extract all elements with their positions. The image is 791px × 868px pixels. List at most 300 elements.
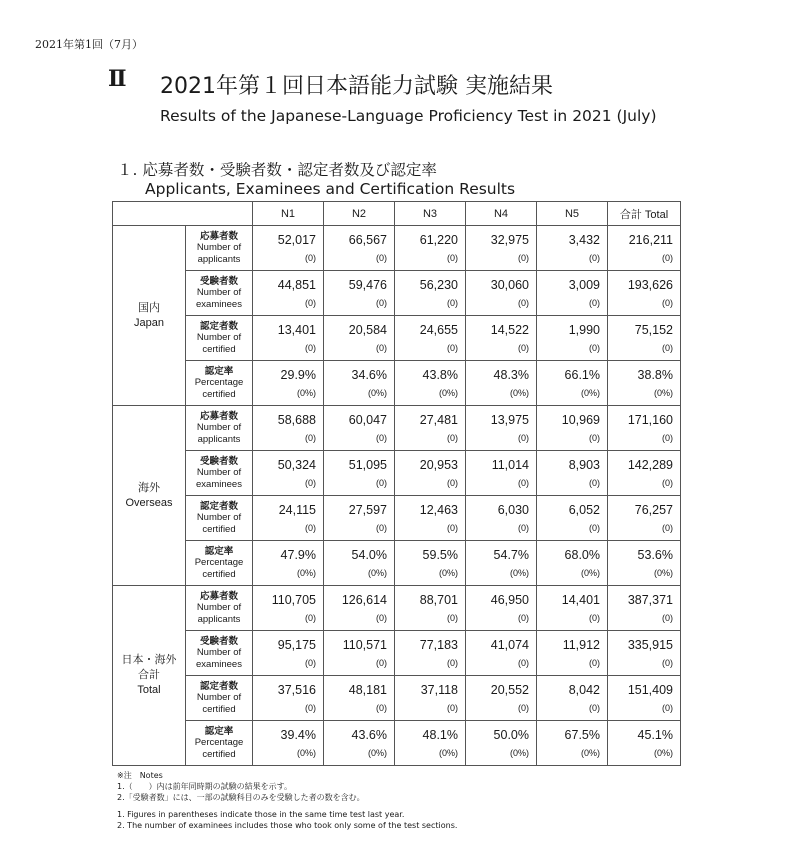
cell-prev-year: (0)	[447, 613, 458, 623]
row-label-en: Percentage	[194, 377, 244, 389]
page-header-label: 2021年第1回（7月）	[35, 38, 143, 51]
cell-value: 335,915	[627, 638, 673, 652]
cell-prev-year: (0)	[447, 298, 458, 308]
cell-value: 43.6%	[351, 728, 387, 742]
data-cell	[537, 226, 608, 271]
cell-prev-year: (0%)	[653, 388, 673, 398]
data-cell	[608, 631, 681, 676]
cell-value: 54.0%	[351, 548, 387, 562]
cell-value: 13,401	[277, 323, 316, 337]
data-cell	[324, 721, 395, 766]
cell-value: 45.1%	[637, 728, 673, 742]
cell-prev-year: (0)	[376, 478, 387, 488]
data-cell	[608, 451, 681, 496]
cell-prev-year: (0)	[518, 298, 529, 308]
results-table	[112, 201, 681, 766]
row-label	[186, 541, 253, 586]
data-cell	[537, 271, 608, 316]
note-en-1: 1. Figures in parentheses indicate those in the same time test last year.	[117, 810, 405, 819]
data-cell	[324, 676, 395, 721]
data-cell	[324, 496, 395, 541]
cell-prev-year: (0)	[305, 298, 316, 308]
data-cell	[253, 496, 324, 541]
cell-prev-year: (0)	[662, 523, 673, 533]
row-label-en: Number of	[196, 602, 242, 614]
data-cell	[537, 721, 608, 766]
row-label-en: certified	[202, 703, 236, 715]
row-label-en: applicants	[197, 433, 241, 445]
data-cell	[608, 721, 681, 766]
row-label	[186, 721, 253, 766]
cell-prev-year: (0)	[589, 703, 600, 713]
row-label-en: examinees	[196, 298, 242, 310]
data-cell	[395, 316, 466, 361]
cell-value: 10,969	[561, 413, 600, 427]
data-cell	[537, 541, 608, 586]
table-row	[113, 541, 681, 586]
row-label-en: Number of	[196, 332, 242, 344]
row-label-jp: 受験者数	[199, 635, 238, 647]
cell-value: 51,095	[348, 458, 387, 472]
cell-value: 50.0%	[493, 728, 529, 742]
cell-value: 13,975	[490, 413, 529, 427]
cell-value: 6,052	[568, 503, 600, 517]
cell-value: 14,401	[561, 593, 600, 607]
table-row	[113, 586, 681, 631]
row-label-en: certified	[202, 343, 236, 355]
cell-value: 110,705	[271, 593, 316, 607]
data-cell	[537, 316, 608, 361]
row-label-jp: 認定率	[204, 545, 234, 557]
data-cell	[608, 496, 681, 541]
cell-prev-year: (0)	[305, 343, 316, 353]
cell-prev-year: (0)	[589, 253, 600, 263]
row-label-en: Number of	[196, 692, 242, 704]
data-cell	[253, 721, 324, 766]
data-cell	[608, 406, 681, 451]
cell-prev-year: (0)	[447, 658, 458, 668]
row-label-en: Number of	[196, 287, 242, 299]
row-label	[186, 226, 253, 271]
col-header: N1	[253, 202, 324, 226]
cell-prev-year: (0)	[518, 523, 529, 533]
row-label-jp: 認定率	[204, 365, 234, 377]
cell-prev-year: (0)	[589, 478, 600, 488]
cell-prev-year: (0%)	[296, 748, 316, 758]
data-cell	[608, 676, 681, 721]
row-label-jp: 認定率	[204, 725, 234, 737]
cell-value: 47.9%	[280, 548, 316, 562]
cell-value: 48,181	[348, 683, 387, 697]
data-cell	[466, 226, 537, 271]
cell-value: 52,017	[277, 233, 316, 247]
cell-value: 46,950	[490, 593, 529, 607]
row-label-en: certified	[202, 748, 236, 760]
cell-prev-year: (0)	[376, 703, 387, 713]
region-label-line: 海外	[138, 481, 160, 494]
cell-prev-year: (0%)	[653, 568, 673, 578]
data-cell	[324, 226, 395, 271]
col-header: N5	[537, 202, 608, 226]
col-header: 合計 Total	[608, 202, 681, 226]
cell-value: 216,211	[628, 233, 673, 247]
cell-value: 32,975	[490, 233, 529, 247]
cell-prev-year: (0%)	[580, 388, 600, 398]
cell-value: 54.7%	[493, 548, 529, 562]
cell-value: 56,230	[419, 278, 458, 292]
data-cell	[395, 496, 466, 541]
region-label-line: Total	[137, 684, 161, 696]
data-cell	[466, 451, 537, 496]
data-cell	[324, 316, 395, 361]
data-cell	[253, 271, 324, 316]
data-cell	[466, 721, 537, 766]
cell-value: 34.6%	[351, 368, 387, 382]
row-label	[186, 361, 253, 406]
data-cell	[537, 451, 608, 496]
note-jp-2: 2.「受験者数」には、一部の試験科目のみを受験した者の数を含む。	[117, 793, 365, 802]
cell-prev-year: (0)	[518, 703, 529, 713]
cell-prev-year: (0%)	[367, 568, 387, 578]
row-label-en: certified	[202, 523, 236, 535]
data-cell	[466, 586, 537, 631]
cell-prev-year: (0)	[305, 658, 316, 668]
cell-prev-year: (0)	[447, 523, 458, 533]
data-cell	[253, 631, 324, 676]
cell-value: 110,571	[342, 638, 387, 652]
cell-prev-year: (0%)	[438, 568, 458, 578]
data-cell	[253, 451, 324, 496]
table-row	[113, 721, 681, 766]
data-cell	[466, 271, 537, 316]
row-label-en: applicants	[197, 253, 241, 265]
cell-prev-year: (0%)	[438, 748, 458, 758]
cell-prev-year: (0)	[662, 613, 673, 623]
cell-prev-year: (0)	[305, 253, 316, 263]
row-label	[186, 271, 253, 316]
cell-value: 171,160	[627, 413, 673, 427]
cell-value: 88,701	[419, 593, 458, 607]
cell-value: 41,074	[490, 638, 529, 652]
table-row	[113, 631, 681, 676]
cell-prev-year: (0)	[662, 433, 673, 443]
cell-value: 77,183	[419, 638, 458, 652]
data-cell	[324, 361, 395, 406]
data-cell	[537, 361, 608, 406]
row-label-jp: 認定者数	[199, 320, 238, 332]
cell-prev-year: (0)	[589, 613, 600, 623]
cell-value: 30,060	[490, 278, 529, 292]
table-row	[113, 226, 681, 271]
row-label-en: Number of	[196, 242, 242, 254]
cell-value: 3,432	[568, 233, 600, 247]
region-label	[113, 226, 186, 406]
data-cell	[466, 316, 537, 361]
data-cell	[395, 271, 466, 316]
cell-prev-year: (0)	[662, 703, 673, 713]
cell-value: 14,522	[490, 323, 529, 337]
data-cell	[466, 676, 537, 721]
cell-prev-year: (0)	[518, 343, 529, 353]
data-cell	[608, 541, 681, 586]
cell-prev-year: (0)	[305, 703, 316, 713]
cell-prev-year: (0)	[305, 613, 316, 623]
row-label-jp: 認定者数	[199, 500, 238, 512]
cell-value: 193,626	[627, 278, 673, 292]
cell-prev-year: (0%)	[438, 388, 458, 398]
cell-value: 38.8%	[637, 368, 673, 382]
cell-prev-year: (0)	[376, 298, 387, 308]
row-label-jp: 受験者数	[199, 275, 238, 287]
cell-prev-year: (0)	[662, 298, 673, 308]
cell-prev-year: (0)	[589, 523, 600, 533]
row-label	[186, 316, 253, 361]
cell-prev-year: (0)	[376, 523, 387, 533]
table-row	[113, 676, 681, 721]
cell-prev-year: (0)	[662, 478, 673, 488]
row-label-en: Number of	[196, 647, 242, 659]
data-cell	[395, 541, 466, 586]
data-cell	[395, 361, 466, 406]
data-cell	[537, 406, 608, 451]
data-cell	[253, 406, 324, 451]
data-cell	[466, 496, 537, 541]
data-cell	[324, 541, 395, 586]
cell-prev-year: (0)	[447, 433, 458, 443]
data-cell	[324, 406, 395, 451]
cell-prev-year: (0)	[305, 433, 316, 443]
cell-prev-year: (0)	[589, 433, 600, 443]
data-cell	[537, 586, 608, 631]
cell-prev-year: (0)	[518, 478, 529, 488]
cell-value: 66.1%	[564, 368, 600, 382]
cell-value: 59.5%	[422, 548, 458, 562]
cell-value: 53.6%	[637, 548, 673, 562]
cell-value: 20,584	[348, 323, 387, 337]
data-cell	[253, 541, 324, 586]
row-label-en: Number of	[196, 467, 242, 479]
cell-value: 29.9%	[280, 368, 316, 382]
cell-value: 48.3%	[493, 368, 529, 382]
cell-prev-year: (0)	[518, 613, 529, 623]
data-cell	[608, 316, 681, 361]
cell-prev-year: (0)	[662, 658, 673, 668]
cell-prev-year: (0)	[447, 478, 458, 488]
row-label	[186, 676, 253, 721]
cell-prev-year: (0%)	[296, 568, 316, 578]
cell-prev-year: (0)	[518, 658, 529, 668]
cell-prev-year: (0%)	[367, 388, 387, 398]
cell-prev-year: (0)	[447, 253, 458, 263]
row-label-jp: 応募者数	[199, 590, 238, 602]
row-label-jp: 応募者数	[199, 410, 238, 422]
cell-prev-year: (0)	[662, 343, 673, 353]
note-jp-1: 1.（ ）内は前年同時期の試験の結果を示す。	[117, 782, 292, 791]
region-label-line: Overseas	[125, 496, 173, 509]
region-label-line: 日本・海外	[121, 654, 177, 666]
row-label-en: Percentage	[194, 737, 244, 749]
cell-value: 20,552	[490, 683, 529, 697]
cell-prev-year: (0)	[376, 613, 387, 623]
data-cell	[324, 631, 395, 676]
cell-prev-year: (0)	[376, 658, 387, 668]
data-cell	[537, 676, 608, 721]
data-cell	[253, 361, 324, 406]
data-cell	[608, 361, 681, 406]
data-cell	[466, 541, 537, 586]
region-label-line: Japan	[134, 316, 164, 329]
data-cell	[395, 226, 466, 271]
cell-value: 39.4%	[280, 728, 316, 742]
data-cell	[608, 586, 681, 631]
cell-value: 11,014	[491, 458, 529, 472]
region-label	[113, 586, 186, 766]
data-cell	[395, 721, 466, 766]
cell-value: 11,912	[562, 638, 600, 652]
cell-value: 142,289	[627, 458, 673, 472]
data-cell	[395, 676, 466, 721]
row-label-en: Percentage	[194, 557, 244, 569]
note-en-2: 2. The number of examinees includes those who took only some of the test sections.	[117, 821, 458, 830]
cell-value: 66,567	[348, 233, 387, 247]
cell-value: 8,042	[568, 683, 600, 697]
cell-value: 27,481	[419, 413, 458, 427]
data-cell	[253, 316, 324, 361]
table-row	[113, 496, 681, 541]
cell-value: 24,655	[419, 323, 458, 337]
cell-prev-year: (0)	[518, 433, 529, 443]
cell-value: 43.8%	[422, 368, 458, 382]
region-label-line: 合計	[138, 669, 160, 681]
cell-value: 126,614	[341, 593, 387, 607]
data-cell	[608, 271, 681, 316]
data-cell	[537, 631, 608, 676]
cell-prev-year: (0)	[376, 343, 387, 353]
cell-prev-year: (0)	[589, 343, 600, 353]
region-label	[113, 406, 186, 586]
cell-prev-year: (0%)	[509, 748, 529, 758]
cell-value: 151,409	[627, 683, 673, 697]
row-label	[186, 406, 253, 451]
cell-value: 68.0%	[564, 548, 600, 562]
row-label-en: certified	[202, 388, 236, 400]
cell-value: 27,597	[348, 503, 387, 517]
cell-prev-year: (0)	[518, 253, 529, 263]
cell-value: 24,115	[278, 503, 316, 517]
data-cell	[324, 271, 395, 316]
row-label-jp: 応募者数	[199, 230, 238, 242]
row-label-en: examinees	[196, 478, 242, 490]
data-cell	[466, 631, 537, 676]
table-row	[113, 406, 681, 451]
cell-value: 76,257	[634, 503, 673, 517]
data-cell	[324, 451, 395, 496]
section-title-en: Applicants, Examinees and Certification Results	[145, 180, 516, 198]
cell-prev-year: (0)	[447, 703, 458, 713]
cell-value: 75,152	[634, 323, 673, 337]
row-label	[186, 496, 253, 541]
data-cell	[395, 631, 466, 676]
region-label-line: 国内	[138, 301, 160, 314]
cell-prev-year: (0%)	[653, 748, 673, 758]
header-blank	[113, 202, 253, 226]
row-label-en: certified	[202, 568, 236, 580]
data-cell	[395, 451, 466, 496]
page-title-jp: 2021年第１回日本語能力試験 実施結果	[160, 74, 553, 99]
table-row	[113, 361, 681, 406]
row-label-jp: 受験者数	[199, 455, 238, 467]
data-cell	[253, 676, 324, 721]
cell-prev-year: (0%)	[509, 568, 529, 578]
col-header: N3	[395, 202, 466, 226]
cell-prev-year: (0)	[447, 343, 458, 353]
cell-value: 61,220	[419, 233, 458, 247]
row-label-en: applicants	[197, 613, 241, 625]
cell-prev-year: (0%)	[580, 748, 600, 758]
data-cell	[395, 586, 466, 631]
cell-value: 48.1%	[422, 728, 458, 742]
table-row	[113, 316, 681, 361]
cell-prev-year: (0)	[376, 253, 387, 263]
row-label	[186, 586, 253, 631]
cell-prev-year: (0%)	[580, 568, 600, 578]
data-cell	[466, 406, 537, 451]
table-row	[113, 271, 681, 316]
notes-heading: ※注 Notes	[117, 771, 163, 780]
cell-prev-year: (0)	[305, 478, 316, 488]
cell-prev-year: (0)	[589, 298, 600, 308]
cell-prev-year: (0)	[305, 523, 316, 533]
cell-value: 60,047	[348, 413, 387, 427]
row-label-en: examinees	[196, 658, 242, 670]
cell-value: 58,688	[277, 413, 316, 427]
cell-value: 37,118	[420, 683, 458, 697]
data-cell	[324, 586, 395, 631]
cell-prev-year: (0)	[376, 433, 387, 443]
row-label-jp: 認定者数	[199, 680, 238, 692]
cell-value: 37,516	[277, 683, 316, 697]
col-header: N2	[324, 202, 395, 226]
data-cell	[253, 226, 324, 271]
data-cell	[537, 496, 608, 541]
row-label-en: Number of	[196, 422, 242, 434]
data-cell	[253, 586, 324, 631]
cell-value: 387,371	[627, 593, 673, 607]
section-title-jp: １. 応募者数・受験者数・認定者数及び認定率	[117, 161, 437, 179]
cell-value: 8,903	[568, 458, 600, 472]
cell-value: 44,851	[277, 278, 316, 292]
page-title-en: Results of the Japanese-Language Proficiency Test in 2021 (July)	[160, 107, 657, 125]
row-label	[186, 451, 253, 496]
cell-value: 1,990	[568, 323, 600, 337]
cell-prev-year: (0%)	[296, 388, 316, 398]
data-cell	[395, 406, 466, 451]
table-row	[113, 451, 681, 496]
chapter-numeral: Ⅱ	[108, 66, 127, 92]
cell-value: 3,009	[568, 278, 600, 292]
cell-prev-year: (0%)	[509, 388, 529, 398]
header-row	[113, 202, 681, 226]
cell-value: 20,953	[419, 458, 458, 472]
row-label	[186, 631, 253, 676]
cell-prev-year: (0%)	[367, 748, 387, 758]
cell-value: 50,324	[277, 458, 316, 472]
cell-value: 95,175	[277, 638, 316, 652]
data-cell	[608, 226, 681, 271]
cell-prev-year: (0)	[589, 658, 600, 668]
cell-value: 12,463	[419, 503, 458, 517]
cell-prev-year: (0)	[662, 253, 673, 263]
